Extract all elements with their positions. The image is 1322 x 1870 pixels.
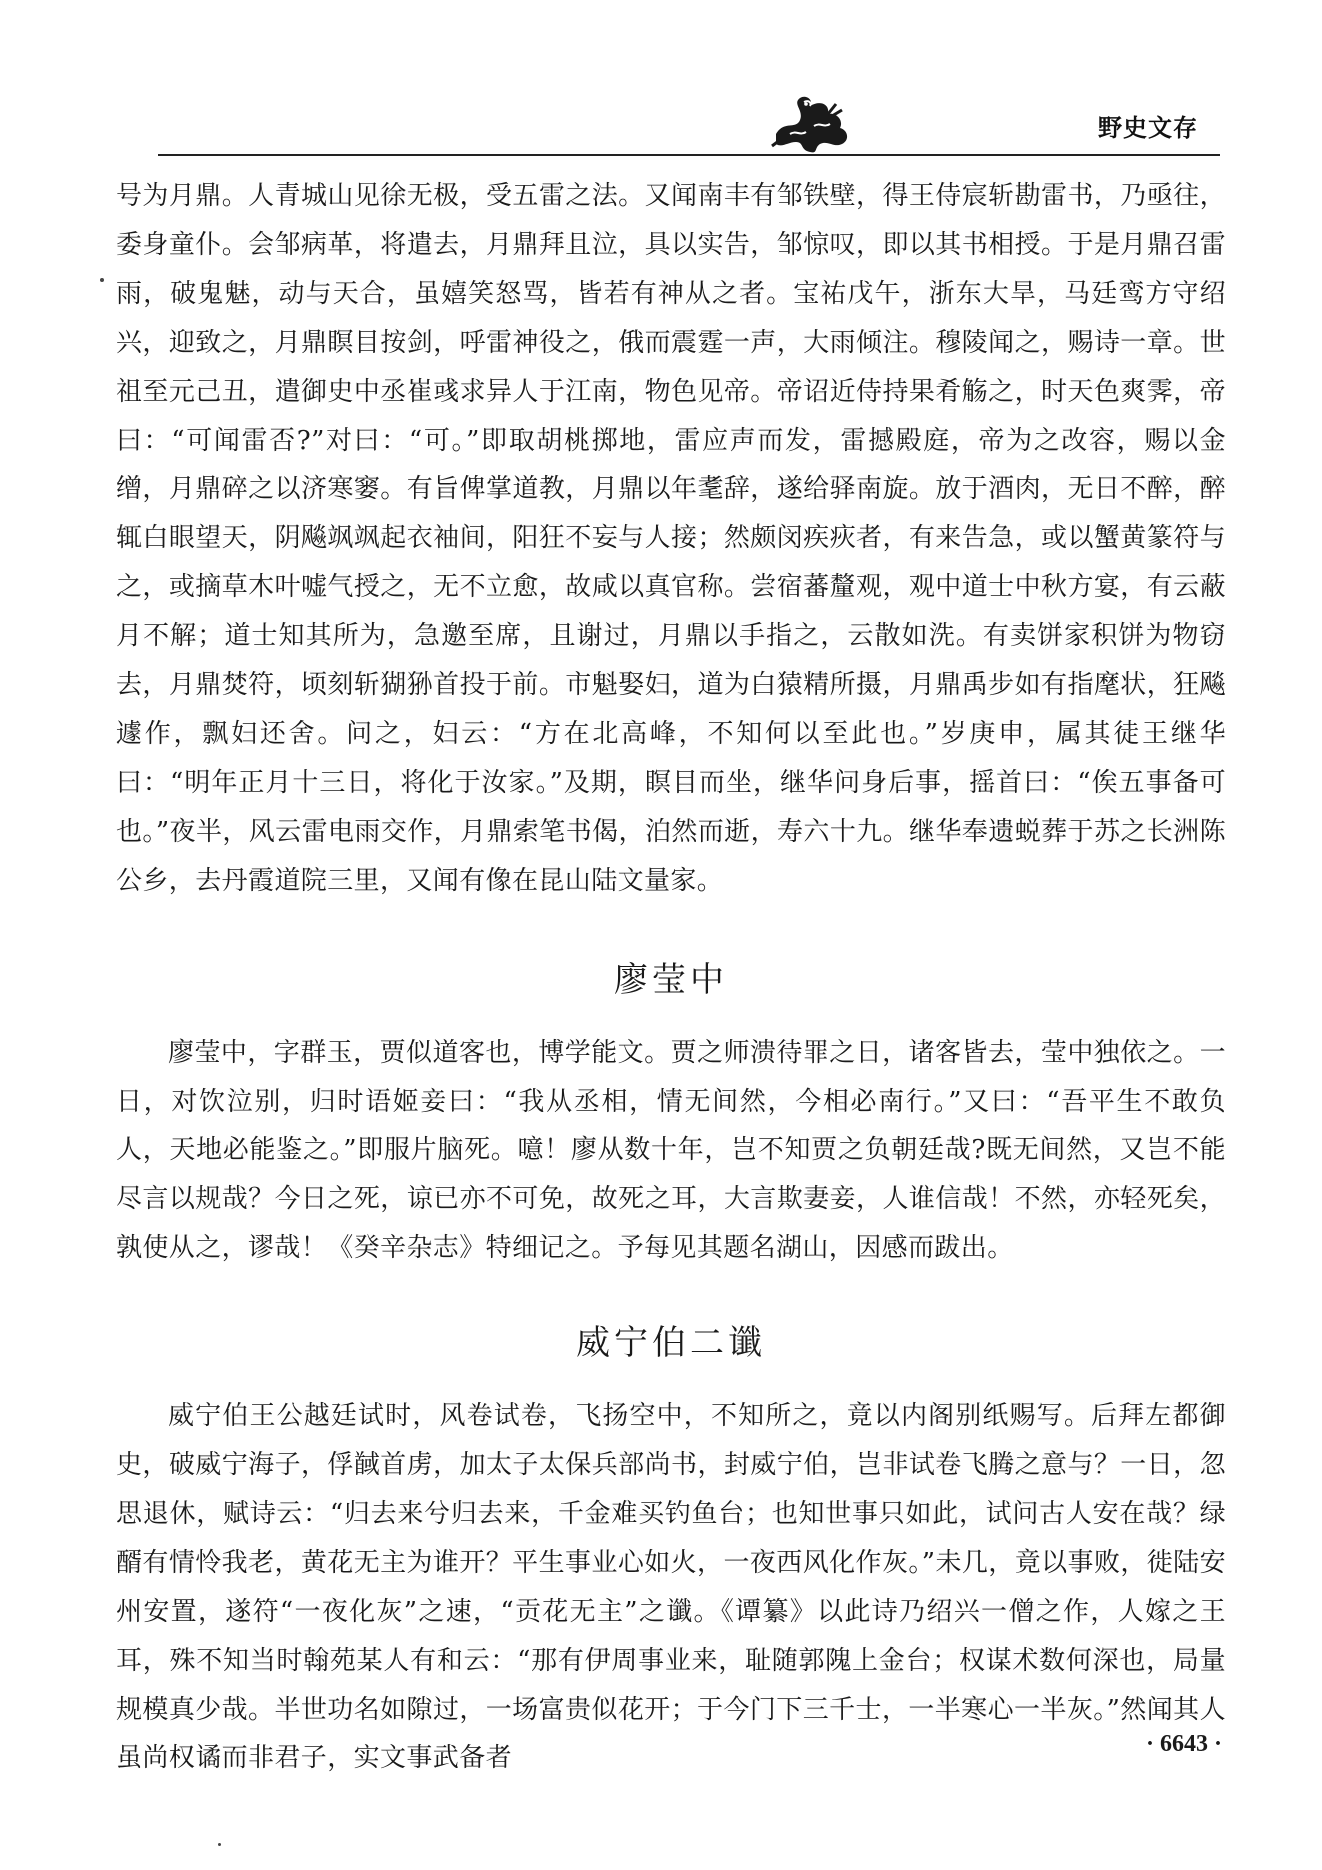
header-rule [158, 154, 1220, 156]
series-title: 野史文存 [1098, 114, 1198, 142]
section-title: 威宁伯二谶 [576, 1323, 766, 1364]
scan-speck [100, 278, 104, 282]
scan-speck [218, 1843, 221, 1846]
dragon-emblem-icon [770, 90, 854, 156]
page-body [116, 172, 1226, 1783]
section-title: 廖莹中 [614, 959, 728, 1000]
running-header [120, 84, 1220, 160]
paragraph: 号为月鼎。人青城山见徐无极，受五雷之法。又闻南丰有邹铁壁，得王侍宸斩勘雷书，乃亟往，委身童仆。会邹病革，将遣去，月鼎拜且泣，具以实告，邹惊叹，即以其书相授。于是月鼎召雷雨，破鬼魅，动与天合，虽嬉笑怒骂，皆若有神从之者。宝祐戊午，浙东大旱，马廷鸾方守绍兴，迎致之，月鼎瞑目按剑，呼雷神役之，俄而震霆一声，大雨倾注。穆陵闻之，赐诗一章。世祖至元己丑，遣御史中丞崔彧求异人于江南，物色见帝。帝诏近侍持果肴觞之，时天色爽霁，帝曰：“可闻雷否?”对曰：“可。”即取胡桃掷地，雷应声而发，雷撼殿庭，帝为之改容，赐以金缯，月鼎碎之以济寒窭。有旨俾掌道教，月鼎以年耄辞，遂给驿南旋。放于酒肉，无日不醉，醉辄白眼望天，阴飚飒飒起衣袖间，阳狂不妄与人接；然颇闵疾疢者，有来告急，或以蟹黄篆符与之，或摘草木叶嘘气授之，无不立愈，故咸以真官称。尝宿蕃釐观，观中道士中秋方宴，有云蔽月不解；道士知其所为，急邀至席，且谢过，月鼎以手指之，云散如洗。有卖饼家积饼为物窃去，月鼎焚符，顷刻斩猢狲首投于前。市魁娶妇，道为白猿精所摄，月鼎禹步如有指麾状，狂飚遽作，飘妇还舍。问之，妇云：“方在北高峰，不知何以至此也。”岁庚申，属其徒王继华曰：“明年正月十三日，将化于汝家。”及期，瞑目而坐，继华问身后事，摇首曰：“俟五事备可也。”夜半，风云雷电雨交作，月鼎索笔书偈，泊然而逝，寿六十九。继华奉遗蜕葬于苏之长洲陈公乡，去丹霞道院三里，又闻有像在昆山陆文量家。 [116, 181, 1226, 896]
page-number: · 6643 · [1145, 1731, 1222, 1757]
paragraph: 威宁伯王公越廷试时，风卷试卷，飞扬空中，不知所之，竟以内阁别纸赐写。后拜左都御史，破威宁海子，俘馘首虏，加太子太保兵部尚书，封威宁伯，岂非试卷飞腾之意与？一日，忽思退休，赋诗云：“归去来兮归去来，千金难买钓鱼台；也知世事只如此，试问古人安在哉？绿醑有情怜我老，黄花无主为谁开？平生事业心如火，一夜西风化作灰。”未几，竟以事败，徙陆安州安置，遂符“一夜化灰”之速，“贡花无主”之谶。《谭纂》以此诗乃绍兴一僧之作，人嫁之王耳，殊不知当时翰苑某人有和云：“那有伊周事业来，耻随郭隗上金台；权谋术数何深也，局量规模真少哉。半世功名如隙过，一场富贵似花开；于今门下三千士，一半寒心一半灰。”然闻其人虽尚权谲而非君子，实文事武备者 [116, 1401, 1226, 1774]
paragraph: 廖莹中，字群玉，贾似道客也，博学能文。贾之师溃待罪之日，诸客皆去，莹中独依之。一日，对饮泣别，归时语姬妾曰：“我从丞相，情无间然，今相必南行。”又曰：“吾平生不敢负人，天地必能鉴之。”即服片脑死。噫！廖从数十年，岂不知贾之负朝廷哉?既无间然，又岂不能尽言以规哉？今日之死，谅已亦不可免，故死之耳，大言欺妻妾，人谁信哉！不然，亦轻死矣，孰使从之，谬哉！《癸辛杂志》特细记之。予每见其题名湖山，因感而跋出。 [116, 1037, 1226, 1264]
